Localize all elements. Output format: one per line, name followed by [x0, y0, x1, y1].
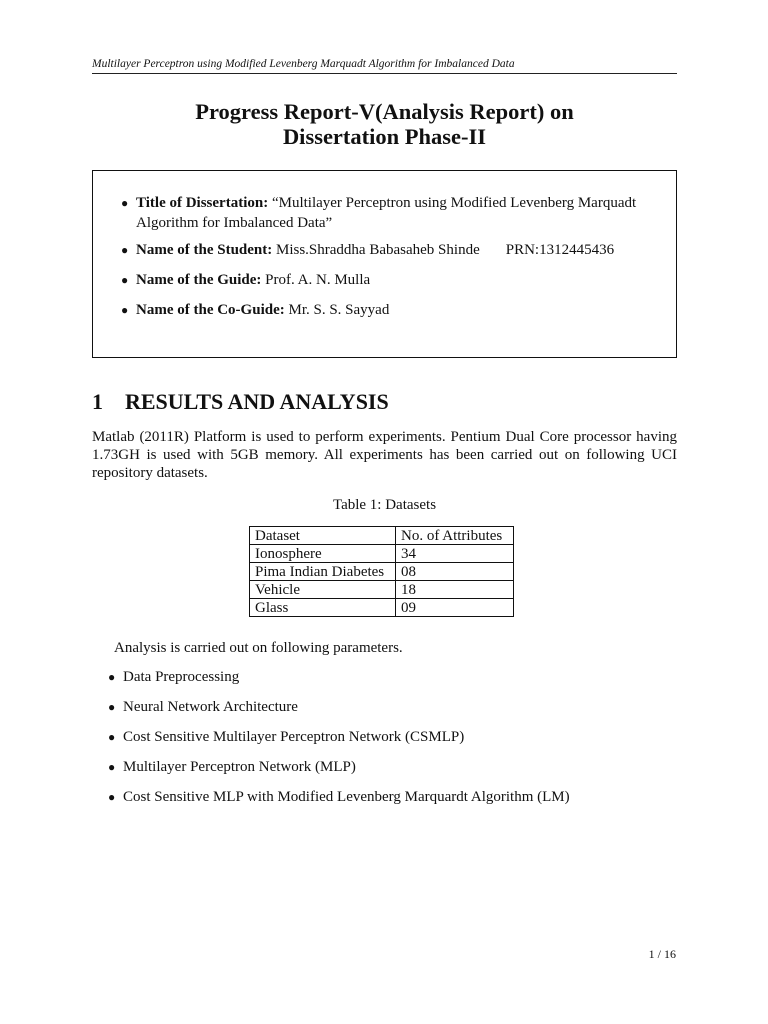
list-item-text: Cost Sensitive Multilayer Perceptron Network (CSMLP) [123, 729, 465, 745]
list-item-text: Data Preprocessing [123, 669, 240, 685]
info-item-guide [121, 270, 666, 290]
table-cell: 08 [396, 563, 514, 581]
info-value: Prof. A. N. Mulla [265, 272, 371, 288]
list-item-text: Neural Network Architecture [123, 699, 298, 715]
title-line-1: Progress Report-V(Analysis Report) on [195, 99, 574, 124]
info-label: Name of the Student: [136, 242, 273, 258]
list-item [108, 788, 570, 806]
table-cell: Vehicle [250, 581, 396, 599]
title-line-2: Dissertation Phase-II [282, 124, 487, 149]
list-item [108, 698, 298, 716]
bullet-icon: ● [121, 303, 129, 317]
bullet-icon: ● [121, 196, 129, 210]
dissertation-info-box [92, 170, 677, 358]
intro-line-2: 1.73GH is used with 5GB memory. All experiments has been carried out on following UCI [92, 447, 677, 463]
datasets-table [249, 526, 514, 617]
table-cell: Ionosphere [250, 545, 396, 563]
info-value: Miss.Shraddha Babasaheb Shinde [276, 242, 480, 258]
section-title: RESULTS AND ANALYSIS [125, 389, 389, 414]
bullet-icon: ● [121, 273, 129, 287]
list-item-text: Multilayer Perceptron Network (MLP) [123, 759, 356, 775]
section-number: 1 [92, 389, 103, 414]
section-heading [92, 389, 389, 415]
page-number: 1 / 16 [648, 947, 676, 961]
table-row [250, 599, 514, 617]
bullet-icon: ● [108, 730, 116, 744]
bullet-icon: ● [108, 700, 116, 714]
table-cell: 34 [396, 545, 514, 563]
info-label: Title of Dissertation: [136, 195, 269, 211]
info-value: Mr. S. S. Sayyad [288, 302, 390, 318]
table-row [250, 581, 514, 599]
table-cell: Pima Indian Diabetes [250, 563, 396, 581]
info-value-continued: Algorithm for Imbalanced Data” [136, 215, 333, 231]
table-header-cell: No. of Attributes [396, 527, 514, 545]
prn-value: PRN:1312445436 [505, 242, 615, 258]
header-rule [92, 73, 677, 74]
intro-line-3: repository datasets. [92, 465, 208, 481]
intro-line-1: Matlab (2011R) Platform is used to perform experiments. Pentium Dual Core processor having [92, 429, 677, 445]
table-row [250, 563, 514, 581]
table-header-row [250, 527, 514, 545]
table-cell: Glass [250, 599, 396, 617]
table-header-cell: Dataset [250, 527, 396, 545]
list-item [108, 758, 356, 776]
info-item-student [121, 240, 666, 260]
table-cell: 18 [396, 581, 514, 599]
table-caption: Table 1: Datasets [332, 497, 437, 513]
info-label: Name of the Guide: [136, 272, 262, 288]
analysis-intro: Analysis is carried out on following parameters. [114, 640, 403, 656]
bullet-icon: ● [108, 670, 116, 684]
list-item [108, 668, 240, 686]
bullet-icon: ● [108, 790, 116, 804]
table-cell: 09 [396, 599, 514, 617]
bullet-icon: ● [121, 243, 129, 257]
list-item-text: Cost Sensitive MLP with Modified Levenberg Marquardt Algorithm (LM) [123, 789, 570, 805]
info-label: Name of the Co-Guide: [136, 302, 285, 318]
info-item-co-guide [121, 300, 666, 320]
info-value: “Multilayer Perceptron using Modified Levenberg Marquadt [271, 195, 637, 211]
bullet-icon: ● [108, 760, 116, 774]
table-row [250, 545, 514, 563]
info-item-dissertation-title [121, 193, 666, 233]
running-header: Multilayer Perceptron using Modified Levenberg Marquadt Algorithm for Imbalanced Data [92, 58, 515, 70]
document-title [92, 99, 677, 149]
list-item [108, 728, 465, 746]
